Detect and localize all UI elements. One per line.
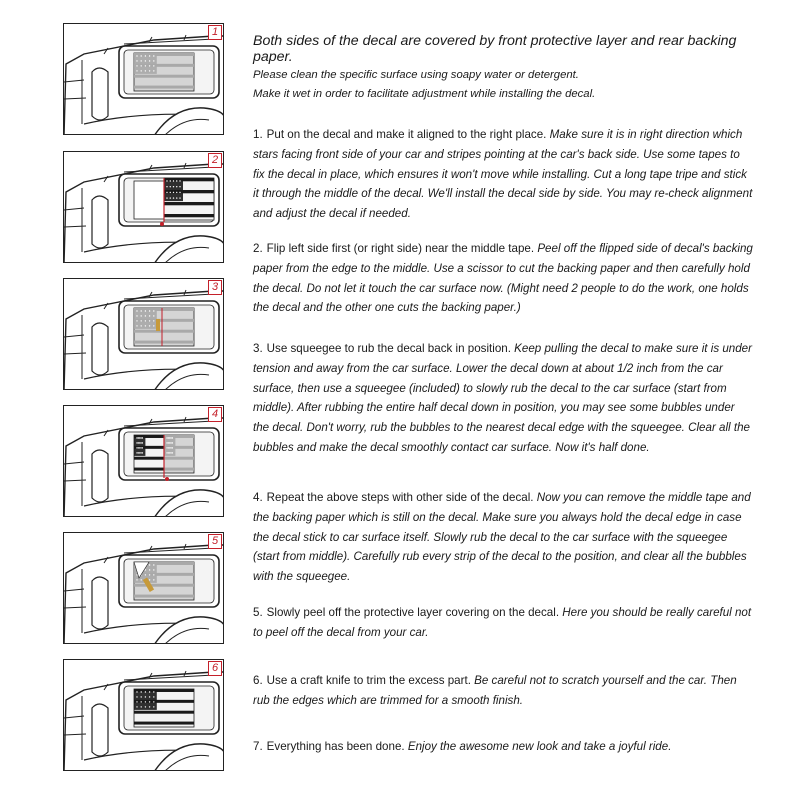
step-illustration-4 [63,405,224,517]
step-detail: Make sure it is in right direction which stars facing front side of your car and stripes pointing at the car's back side. Use some tapes to fix the decal in place, which ensures it won't move while installing. Cut a long tape tripe and stick it through the middle of the decal. We'll install the decal side by side. You may re-check alignment and adjust the decal if needed. [253,128,753,221]
jeep-illustration [64,279,224,390]
step-title: Flip left side first (or right side) near the middle tape. [266,242,535,255]
step-number-badge: 3 [208,280,222,295]
step-illustration-2 [63,151,224,263]
intro-wet-note: Make it wet in order to facilitate adjustment while installing the decal. [253,88,596,100]
step-number: 1. [253,128,263,141]
step-title: Everything has been done. [266,740,405,753]
step-illustration-1 [63,23,224,135]
jeep-illustration [64,152,224,263]
instruction-step-3 [253,339,753,458]
step-illustration-3 [63,278,224,390]
step-number: 5. [253,606,263,619]
jeep-illustration [64,24,224,135]
instruction-step-6 [253,671,753,711]
step-detail: Now you can remove the middle tape and the backing paper which is still on the decal. Make sure you always hold the decal edge in case the decal stick to car surface itself. Slowly rub the decal to the car surface with the squeegee (start from middle). Carefully rub every strip of the decal to the position, and clear all the bubbles with the squeegee. [253,491,751,584]
step-number: 4. [253,491,263,504]
instruction-step-7 [253,737,753,757]
step-detail: Here you should be really careful not to peel off the decal from your car. [253,606,752,639]
step-title: Use squeegee to rub the decal back in position. [266,342,511,355]
step-title: Use a craft knife to trim the excess part. [266,674,471,687]
intro-heading: Both sides of the decal are covered by front protective layer and rear backing paper. [253,33,737,65]
jeep-illustration [64,406,224,517]
step-detail: Keep pulling the decal to make sure it is under tension and away from the car surface. Lower the decal down at about 1/2 inch from the car surface, then use a squeegee (included) to slowly rub the decal to the car surface (start from middle). After rubbing the entire half decal down in position, you may see some bubbles under the decal. Don't worry, rub the bubbles to the nearest decal edge with the squeegee. Clear all the bubbles and make the decal smoothly contact car surface. Now it's half done. [253,342,752,454]
step-detail: Be careful not to scratch yourself and the car. Then rub the edges which are trimmed for a smooth finish. [253,674,737,707]
step-title: Put on the decal and make it aligned to the right place. [266,128,547,141]
step-number: 7. [253,740,263,753]
instruction-step-2 [253,239,753,318]
step-number-badge: 5 [208,534,222,549]
instruction-step-1 [253,125,753,224]
instruction-step-4 [253,488,753,587]
step-number-badge: 1 [208,25,222,40]
intro-block [253,33,773,107]
jeep-illustration [64,660,224,771]
step-number-badge: 4 [208,407,222,422]
step-title: Slowly peel off the protective layer covering on the decal. [266,606,560,619]
step-number-badge: 6 [208,661,222,676]
step-detail: Enjoy the awesome new look and take a joyful ride. [404,740,672,753]
step-title: Repeat the above steps with other side of the decal. [266,491,534,504]
instruction-step-5 [253,603,753,643]
step-detail: Peel off the flipped side of decal's backing paper from the edge to the middle. Use a scissor to cut the backing paper and then carefully hold the decal. Do not let it touch the car surface now. (Might need 2 people to do the work, one holds the decal and the other one cuts the backing paper.) [253,242,753,315]
step-illustration-6 [63,659,224,771]
step-illustration-5 [63,532,224,644]
intro-clean-note: Please clean the specific surface using soapy water or detergent. [253,69,579,81]
step-number: 3. [253,342,263,355]
jeep-illustration [64,533,224,644]
step-number: 2. [253,242,263,255]
step-number-badge: 2 [208,153,222,168]
step-number: 6. [253,674,263,687]
